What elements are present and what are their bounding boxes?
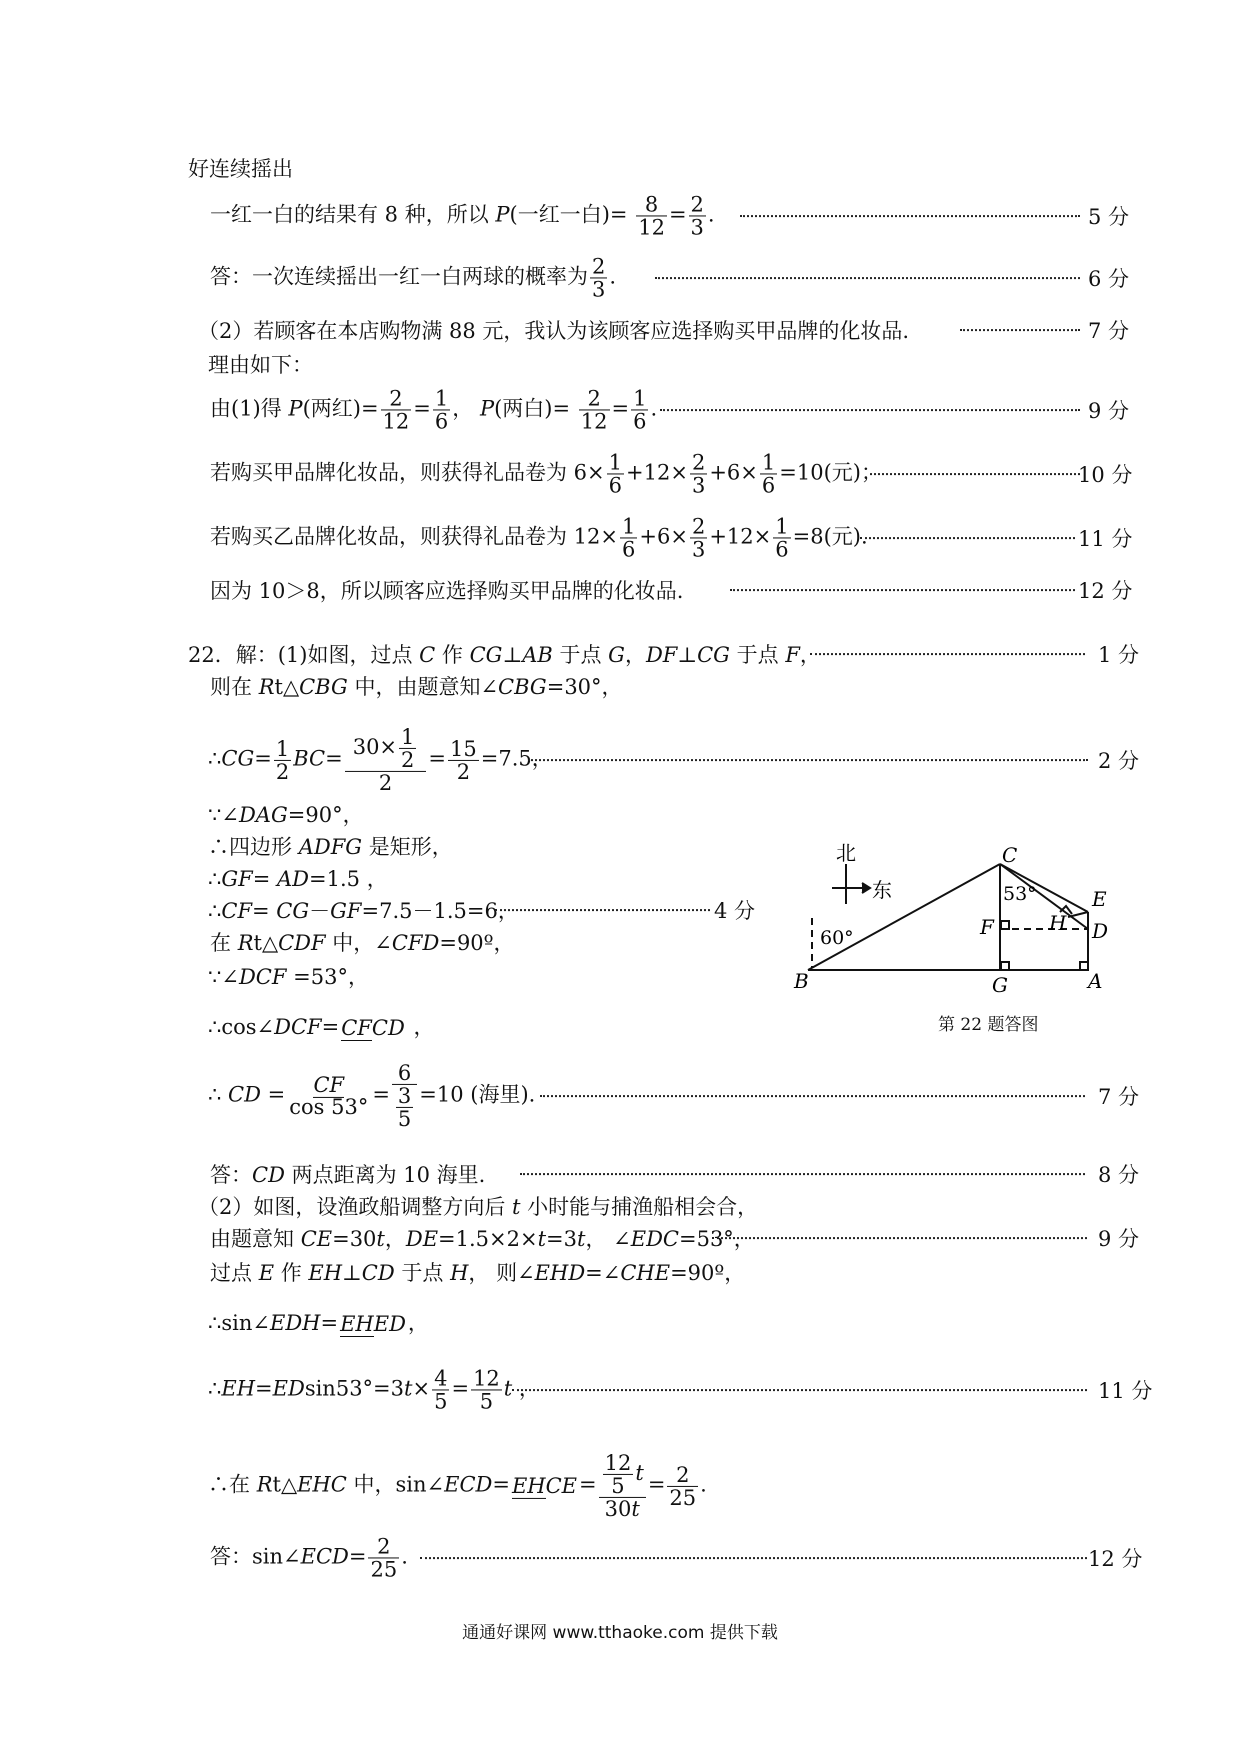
leader-dots: [712, 1237, 1087, 1239]
page-footer: 通通好课网 www.tthaoke.com 提供下载: [462, 1623, 778, 1643]
score: 7 分: [1098, 1085, 1140, 1109]
score: 7 分: [1088, 319, 1130, 343]
line-EH: [1068, 912, 1088, 917]
leader-dots: [740, 215, 1080, 217]
svg-text:G: G: [992, 973, 1008, 997]
leader-dots: [495, 909, 710, 911]
score: 4 分: [714, 899, 756, 923]
svg-text:C: C: [1002, 843, 1018, 867]
page: 好连续摇出 一红一白的结果有 8 种，所以 P(一红一白)= $\frac{8}{12}$ = $\frac{2}{3}$ . 5 分 答：一次连续摇出一红一白两球的概率为 $\frac{2}{3}$ . 6 分 （2）若顾客在本店购物满 88 元，我认为该顾客应选择购买甲品牌的化妆品. 7 分 理由如下： 由(1)得 P(两红)= $\frac{2}{12}$ = $\frac{1}{6}$ ， P(两白)= $\frac{2}{12}$ = $\frac{1}{6}$ . 9 分 若购买甲品牌化妆品，则获得礼品卷为 6× $\frac{1}{6}$ +12× $\frac{2}{3}$ +6× $\frac{1}{6}$ =10(元)； 10 分 若购买乙品牌化妆品，则获得礼品卷为 12× $\frac{1}{6}$ +6× $\frac{2}{3}$ +12× $\frac{1}{6}$ =8(元). 11 分 因为 10＞8，所以顾客应选择购买甲品牌的化妆品. 12 分 22．解：(1)如图，过点 C 作 CG⊥AB 于点 G，DF⊥CG 于点 F， 1 分 则在 Rt△CBG 中，由题意知∠CBG=30°， ∴CG= $\frac{1}{2}$ BC= 30× $\frac{1}{2}$ 2 = $\frac{15}{2}$ =7.5， 2 分 ∵∠DAG=90°， ∴四边形 ADFG 是矩形， ∴GF= AD=1.5 ， ∴CF= CG－GF=7.5－1.5=6， 4 分 在 Rt△CDF 中，∠CFD=90º， ∵∠DCF =53°， ∴cos∠DCF=CFCD ， ∴ CD $=\frac{CF}{\cos 53^\circ}$ = 6 3 5 =10 (海里). 7 分 答：CD 两点距离为 10 海里. 8 分 （2）如图，设渔政船调整方向后 t 小时能与捕渔船相会合， 由题意知 CE=30t，DE=1.5×2×t=3t， ∠EDC=53°， 9 分 过点 E 作 EH⊥CD 于点 H， 则∠EHD=∠CHE=90º， ∴sin∠EDH=EHED， ∴EH=EDsin53°=3t× $\frac{4}{5}$ = $\frac{12}{5}$ t ， 11 分 ∴在 Rt△EHC 中，sin∠ECD=EHCE= $\frac{12}{5}$ t 30t = $\frac{2}{25}$ . 答：sin∠ECD= $\frac{2}{25}$ . 12 分 北 东 C E D H F G A B 53° 60° 第 22 题答图 通通好课网 www.tthaoke.com 提供下载: [0, 0, 1240, 1754]
score: 12 分: [1078, 579, 1133, 603]
leader-dots: [520, 1173, 1085, 1175]
right-angle-G: [1001, 962, 1009, 970]
right-angle-H: [1060, 906, 1072, 914]
fraction: $\frac{8}{12}$: [638, 192, 665, 240]
angle-53-label: 53°: [1003, 883, 1037, 905]
svg-text:A: A: [1088, 969, 1103, 993]
angle-60-label: 60°: [820, 927, 854, 949]
right-angle-F: [1001, 921, 1009, 929]
fraction: $\frac{2}{3}$: [592, 254, 606, 302]
score: 2 分: [1098, 749, 1140, 773]
line-CE: [1000, 864, 1088, 912]
score: 11 分: [1098, 1379, 1153, 1403]
leader-dots: [730, 589, 1075, 591]
line-CD: [1000, 864, 1088, 929]
leader-dots: [810, 653, 1085, 655]
score: 9 分: [1088, 399, 1130, 423]
score: 6 分: [1088, 267, 1130, 291]
svg-text:D: D: [1092, 919, 1109, 943]
leader-dots: [660, 409, 1080, 411]
fraction: $\frac{2}{3}$: [690, 192, 704, 240]
svg-text:E: E: [1092, 887, 1107, 911]
north-label: 北: [836, 841, 856, 865]
score: 12 分: [1088, 1547, 1143, 1571]
compass-icon: [832, 864, 870, 904]
right-angle-A: [1080, 962, 1088, 970]
score: 11 分: [1078, 527, 1133, 551]
leader-dots: [528, 759, 1088, 761]
figure-caption: 第 22 题答图: [938, 1015, 1039, 1035]
leader-dots: [540, 1095, 1085, 1097]
score: 5 分: [1088, 205, 1130, 229]
svg-text:H: H: [1049, 911, 1067, 935]
score: 8 分: [1098, 1163, 1140, 1187]
leader-dots: [420, 1557, 1087, 1559]
score: 1 分: [1098, 643, 1140, 667]
leader-dots: [870, 473, 1080, 475]
leader-dots: [512, 1389, 1087, 1391]
leader-dots: [960, 329, 1080, 331]
svg-text:B: B: [794, 969, 809, 993]
score: 9 分: [1098, 1227, 1140, 1251]
svg-text:F: F: [980, 915, 994, 939]
leader-dots: [860, 537, 1075, 539]
east-label: 东: [872, 878, 892, 902]
leader-dots: [655, 277, 1080, 279]
line-BC: [808, 864, 1000, 970]
score: 10 分: [1078, 463, 1133, 487]
